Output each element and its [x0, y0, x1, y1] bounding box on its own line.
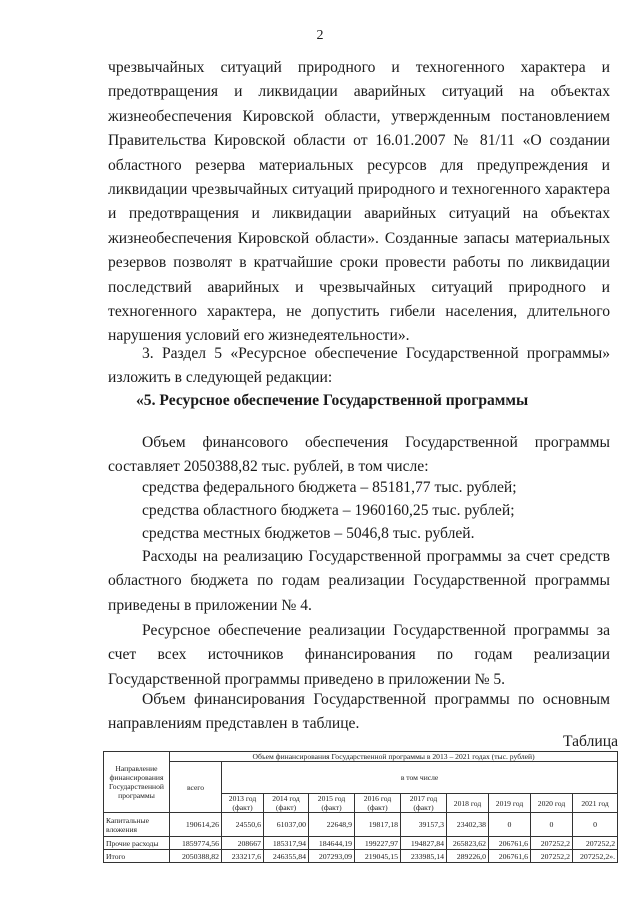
header-year: 2020 год — [531, 794, 573, 813]
header-year: 2014 год (факт) — [264, 794, 309, 813]
row-value: 194827,84 — [401, 837, 447, 850]
row-name: Капитальные вложения — [104, 813, 170, 837]
header-volume: Объем финансирования Государственной программы в 2013 – 2021 годах (тыс. рублей) — [170, 752, 618, 762]
funding-table — [103, 751, 618, 863]
row-total: 2050388,82 — [170, 850, 222, 863]
row-value: 208667 — [222, 837, 264, 850]
row-value: 39157,3 — [401, 813, 447, 837]
row-total: 1859774,56 — [170, 837, 222, 850]
row-value: 207252,2 — [573, 837, 618, 850]
row-value: 207293,09 — [309, 850, 355, 863]
section-heading: «5. Ресурсное обеспечение Государственной программы — [136, 392, 529, 409]
header-year: 2015 год (факт) — [309, 794, 355, 813]
row-value: 22648,9 — [309, 813, 355, 837]
table-row — [104, 850, 618, 863]
row-value: 0 — [531, 813, 573, 837]
funding-item-regional: средства областного бюджета – 1960160,25 тыс. рублей; — [142, 502, 515, 519]
header-year: 2018 год — [447, 794, 489, 813]
paragraph-item-3: 3. Раздел 5 «Ресурсное обеспечение Государственной программы» изложить в следующей редакции: — [108, 345, 610, 387]
row-name: Прочие расходы — [104, 837, 170, 850]
paragraph-expenses: Расходы на реализацию Государственной программы за счет средств областного бюджета по годам реализации Государственной программы приведены в приложении № 4. — [108, 548, 610, 614]
row-value: 0 — [489, 813, 531, 837]
row-value: 233217,6 — [222, 850, 264, 863]
row-value: 24550,6 — [222, 813, 264, 837]
funding-item-federal: средства федерального бюджета – 85181,77 тыс. рублей; — [142, 479, 517, 496]
table-label: Таблица — [563, 733, 618, 750]
row-value: 289226,0 — [447, 850, 489, 863]
paragraph-resource-support: Ресурсное обеспечение реализации Государственной программы за счет всех источников финансирования по годам реализации Государственной программы приведено в приложении № 5. — [108, 622, 610, 688]
row-value: 23402,38 — [447, 813, 489, 837]
table-header-row-1 — [104, 752, 618, 762]
table-row — [104, 837, 618, 850]
row-value: 206761,6 — [489, 850, 531, 863]
row-name: Итого — [104, 850, 170, 863]
header-year: 2013 год (факт) — [222, 794, 264, 813]
header-direction: Направление финансирования Государственной программы — [104, 752, 170, 813]
row-value: 61037,00 — [264, 813, 309, 837]
table-row — [104, 813, 618, 837]
row-value: 207252,2». — [573, 850, 618, 863]
row-value: 219045,15 — [355, 850, 401, 863]
header-including: в том числе — [222, 762, 618, 794]
row-value: 19817,18 — [355, 813, 401, 837]
paragraph-directions: Объем финансирования Государственной программы по основным направлениям представлен в таблице. — [108, 691, 610, 733]
row-value: 233985,14 — [401, 850, 447, 863]
row-value: 184644,19 — [309, 837, 355, 850]
header-total: всего — [170, 762, 222, 813]
row-value: 207252,2 — [531, 850, 573, 863]
row-value: 185317,94 — [264, 837, 309, 850]
header-year: 2017 год (факт) — [401, 794, 447, 813]
paragraph-continuation: чрезвычайных ситуаций природного и техногенного характера и предотвращения и ликвидации аварийных ситуаций на объектах жизнеобеспечения Кировской области, утвержденным постановлением Правительства Кировской области от 16.01.2007 № 81/11 «О создании областного резерва материальных ресурсов для предупреждения и ликвидации чрезвычайных ситуаций природного и техногенного характера и предотвращения и ликвидации аварийных ситуаций на объектах жизнеобеспечения Кировской области». Созданные запасы материальных резервов позволят в кратчайшие сроки провести работы по ликвидации последствий аварийных и чрезвычайных ситуаций природного и техногенного характера, не допустить гибели населения, длительного нарушения условий его жизнедеятельности». — [108, 59, 610, 345]
header-year: 2019 год — [489, 794, 531, 813]
header-year: 2016 год (факт) — [355, 794, 401, 813]
paragraph-funding-volume: Объем финансового обеспечения Государственной программы составляет 2050388,82 тыс. рублей, в том числе: — [108, 434, 610, 476]
funding-item-local: средства местных бюджетов – 5046,8 тыс. рублей. — [142, 525, 475, 542]
row-value: 206761,6 — [489, 837, 531, 850]
row-value: 265823,62 — [447, 837, 489, 850]
header-year: 2021 год — [573, 794, 618, 813]
table-header-row-2 — [104, 762, 618, 794]
row-value: 0 — [573, 813, 618, 837]
row-value: 207252,2 — [531, 837, 573, 850]
row-total: 190614,26 — [170, 813, 222, 837]
page-number: 2 — [316, 28, 324, 43]
row-value: 199227,97 — [355, 837, 401, 850]
row-value: 246355,84 — [264, 850, 309, 863]
